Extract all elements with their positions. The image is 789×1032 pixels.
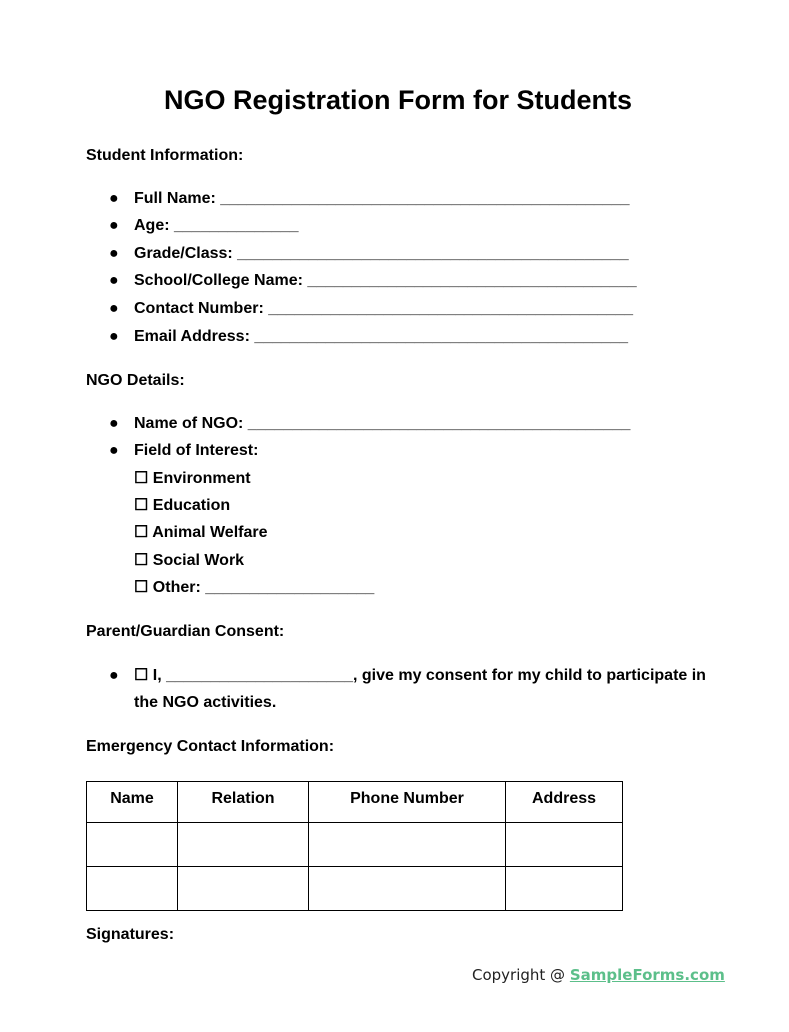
bullet: ● — [109, 300, 119, 317]
copyright-text: Copyright @ — [472, 966, 570, 984]
table-header-row — [87, 782, 623, 823]
table-cell[interactable] — [309, 867, 506, 911]
sampleforms-link[interactable]: SampleForms.com — [569, 966, 725, 984]
checkbox-education[interactable]: ☐ Education — [134, 497, 231, 514]
column-header-name: Name — [87, 782, 178, 823]
contact-number-field[interactable]: Contact Number: _________________________________________ — [134, 300, 634, 317]
full-name-field[interactable]: Full Name: ______________________________________________ — [134, 190, 630, 207]
email-address-field[interactable]: Email Address: __________________________________________ — [134, 328, 629, 345]
table-cell[interactable] — [87, 823, 178, 867]
table-cell[interactable] — [178, 823, 309, 867]
section-consent-heading: Parent/Guardian Consent: — [86, 623, 285, 640]
checkbox-animal-welfare[interactable]: ☐ Animal Welfare — [134, 524, 268, 541]
page-title: NGO Registration Form for Students — [163, 85, 633, 115]
copyright-footer — [472, 966, 725, 984]
column-header-relation: Relation — [178, 782, 309, 823]
bullet: ● — [109, 667, 119, 684]
column-header-address: Address — [506, 782, 623, 823]
checkbox-other[interactable]: ☐ Other: ___________________ — [134, 579, 375, 596]
section-student-heading: Student Information: — [86, 147, 244, 164]
ngo-name-field[interactable]: Name of NGO: ___________________________________________ — [134, 415, 631, 432]
bullet: ● — [109, 415, 119, 432]
table-cell[interactable] — [506, 867, 623, 911]
table-cell[interactable] — [87, 867, 178, 911]
column-header-phone: Phone Number — [309, 782, 506, 823]
age-field[interactable]: Age: ______________ — [134, 217, 299, 234]
field-of-interest-label: Field of Interest: — [134, 442, 259, 459]
bullet: ● — [109, 272, 119, 289]
table-cell[interactable] — [178, 867, 309, 911]
section-signatures-heading: Signatures: — [86, 926, 175, 943]
table-row — [87, 823, 623, 867]
checkbox-social-work[interactable]: ☐ Social Work — [134, 552, 245, 569]
section-ngo-heading: NGO Details: — [86, 372, 185, 389]
table-row — [87, 867, 623, 911]
emergency-contact-table — [86, 781, 623, 911]
bullet: ● — [109, 217, 119, 234]
bullet: ● — [109, 442, 119, 459]
section-emergency-heading: Emergency Contact Information: — [86, 738, 335, 755]
bullet: ● — [109, 328, 119, 345]
school-name-field[interactable]: School/College Name: _____________________________________ — [134, 272, 637, 289]
checkbox-environment[interactable]: ☐ Environment — [134, 470, 251, 487]
consent-line-continued: the NGO activities. — [134, 694, 277, 711]
bullet: ● — [109, 245, 119, 262]
consent-checkbox-line[interactable]: ☐ I, _____________________, give my consent for my child to participate in — [134, 667, 706, 684]
table-cell[interactable] — [506, 823, 623, 867]
bullet: ● — [109, 190, 119, 207]
table-cell[interactable] — [309, 823, 506, 867]
grade-class-field[interactable]: Grade/Class: ____________________________________________ — [134, 245, 629, 262]
